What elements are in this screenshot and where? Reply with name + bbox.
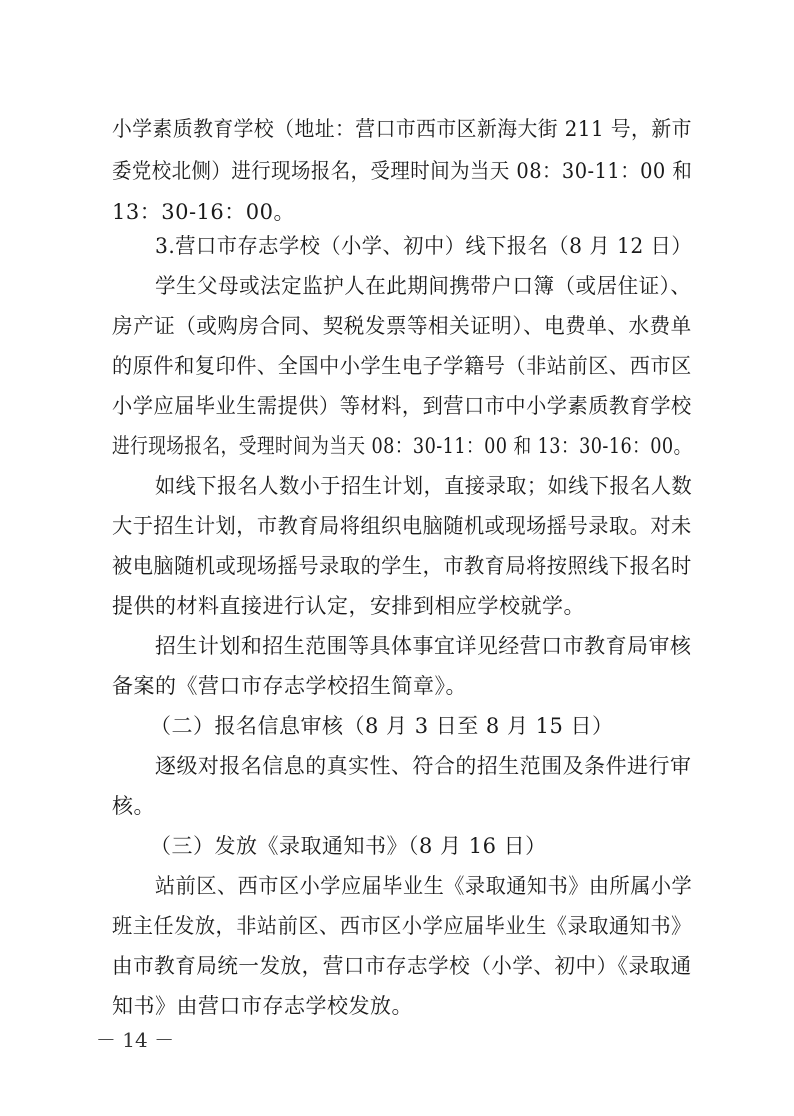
body-line-15: 备案的《营口市存志学校招生简章》。 xyxy=(112,674,467,698)
body-line-22: 由市教育局统一发放，营口市存志学校（小学、初中）《录取通 xyxy=(112,954,692,978)
section-heading-2: （二）报名信息审核（8 月 3 日至 8 月 15 日） xyxy=(150,714,614,738)
body-line-13: 提供的材料直接进行认定，安排到相应学校就学。 xyxy=(112,594,585,618)
body-line-1: 小学素质教育学校（地址：营口市西市区新海大街 211 号，新市 xyxy=(112,117,692,141)
body-line-11: 大于招生计划，市教育局将组织电脑随机或现场摇号录取。对未 xyxy=(112,514,692,538)
body-line-12: 被电脑随机或现场摇号录取的学生，市教育局将按照线下报名时 xyxy=(112,554,692,578)
body-line-14: 招生计划和招生范围等具体事宜详见经营口市教育局审核 xyxy=(155,634,692,658)
section-heading-3: 3.营口市存志学校（小学、初中）线下报名（8 月 12 日） xyxy=(155,234,693,258)
body-line-20: 站前区、西市区小学应届毕业生《录取通知书》由所属小学 xyxy=(155,874,693,898)
body-line-6: 房产证（或购房合同、契税发票等相关证明）、电费单、水费单 xyxy=(112,314,692,338)
body-line-10: 如线下报名人数小于招生计划，直接录取；如线下报名人数 xyxy=(155,474,693,498)
body-line-18: 核。 xyxy=(112,794,155,818)
body-line-7: 的原件和复印件、全国中小学生电子学籍号（非站前区、西市区 xyxy=(112,354,692,378)
body-line-23: 知书》由营口市存志学校发放。 xyxy=(112,994,413,1018)
page-number: － 14 － xyxy=(95,1028,175,1052)
body-line-3: 13：30-16：00。 xyxy=(112,200,295,224)
body-line-5: 学生父母或法定监护人在此期间携带户口簿（或居住证）、 xyxy=(155,274,692,298)
body-line-2: 委党校北侧）进行现场报名，受理时间为当天 08：30-11：00 和 xyxy=(112,159,693,183)
body-line-9: 进行现场报名，受理时间为当天 08：30-11：00 和 13：30-16：00。 xyxy=(112,434,692,458)
body-line-21: 班主任发放，非站前区、西市区小学应届毕业生《录取通知书》 xyxy=(112,914,692,938)
body-line-17: 逐级对报名信息的真实性、符合的招生范围及条件进行审 xyxy=(155,754,692,778)
body-line-8: 小学应届毕业生需提供）等材料，到营口市中小学素质教育学校 xyxy=(112,394,692,418)
section-heading-3b: （三）发放《录取通知书》（8 月 16 日） xyxy=(150,834,547,858)
